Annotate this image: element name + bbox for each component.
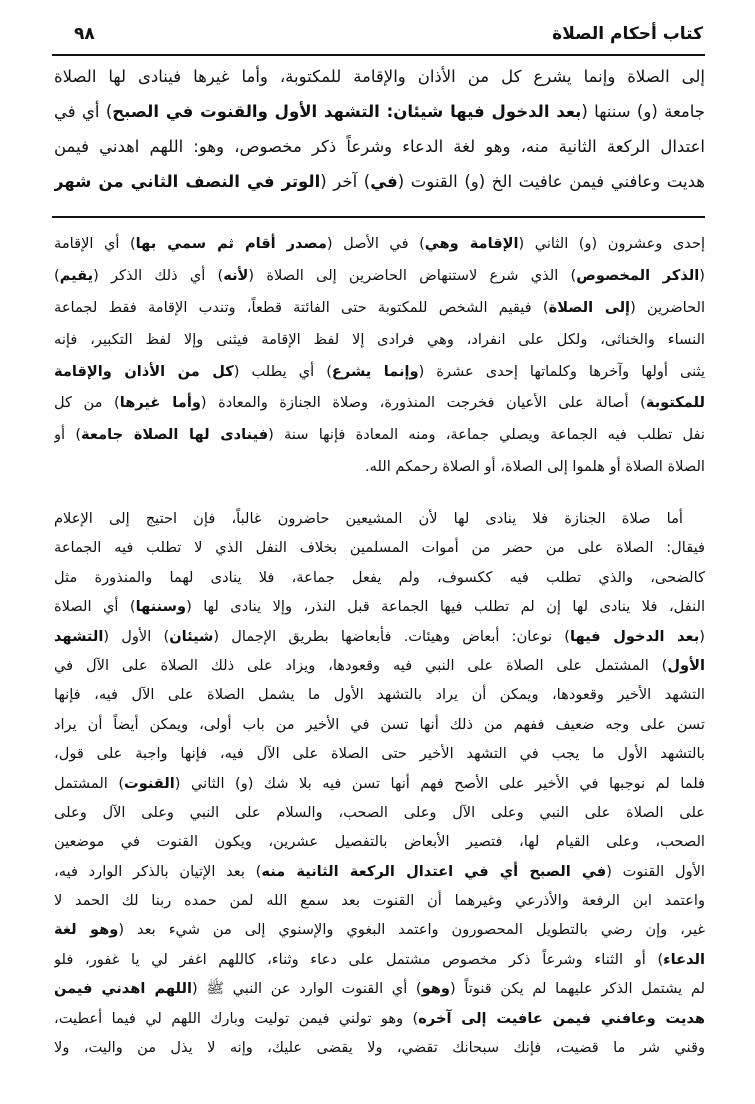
text-segment: ) أي القنوت الوارد عن النبي ﷺ ( — [191, 980, 422, 998]
text-segment: ) أي في — [54, 102, 113, 121]
text-line — [54, 324, 705, 356]
running-title: كتاب أحكام الصلاة — [552, 24, 703, 44]
bold-matn-text: وإنما يشرع — [331, 362, 419, 380]
bold-matn-text: للمكتوبة — [645, 394, 705, 412]
bold-matn-text: الأول — [667, 656, 705, 674]
bold-matn-text: مصدر أقام ثم سمي بها — [135, 235, 327, 252]
text-line — [54, 622, 705, 651]
text-line — [54, 164, 705, 199]
text-segment: إحدى وعشرون (و) الثاني ( — [518, 235, 705, 252]
text-segment: يثنى أولها وآخرها وكلماتها إحدى عشرة ( — [418, 362, 705, 380]
text-segment: كالضحى، والذي تطلب فيه ككسوف، ولم يفعل جماعة، فلا ينادى لهما والمنذورة مثل — [54, 568, 705, 586]
text-line — [54, 739, 705, 768]
text-line — [54, 129, 705, 164]
commentary-text — [54, 228, 705, 483]
text-line — [54, 356, 705, 388]
text-line — [54, 387, 705, 419]
text-segment: ) أي يطلب ( — [233, 362, 332, 380]
text-segment: الحاضرين ( — [630, 298, 705, 316]
text-line — [54, 651, 705, 680]
text-segment: ) أو الثناء وشرعاً ذكر مخصوص مشتمل على دعاء وثناء، كاللهم اغفر لي يا غفور، فلو — [54, 950, 664, 968]
text-line — [54, 974, 705, 1003]
bold-matn-text: في — [370, 172, 398, 191]
text-line — [54, 857, 705, 886]
text-segment: نفل تطلب فيه الجماعة ويصلي جماعة، ومنه المعادة فإنها سنة ( — [268, 426, 705, 444]
text-segment: ) الذي شرع لاستنهاض الحاضرين إلى الصلاة ( — [248, 266, 577, 284]
text-segment: غير، وإن رضي بالتطويل المحصورون واعتمد البغوي والإسنوي إلى من شيء بعد ( — [118, 921, 705, 939]
text-line — [54, 710, 705, 739]
text-segment: ) في الأصل ( — [326, 235, 425, 252]
bold-matn-text: يقيم — [59, 266, 94, 284]
text-line — [54, 1004, 705, 1033]
text-segment: ) آخر ( — [320, 172, 371, 191]
bold-matn-text: في الصبح أي في اعتدال الركعة الثانية منه — [261, 862, 607, 880]
bold-matn-text: اللهم اهدني فيمن — [54, 980, 192, 998]
text-segment: واعتمد ابن الرفعة والأذرعي وغيرهما أن القنوت بعد سمع الله لمن حمده ربنا لك الحمد لا — [54, 892, 705, 910]
text-line — [54, 827, 705, 856]
bold-matn-text: لأنه — [223, 266, 249, 284]
bold-matn-text: الذكر المخصوص — [576, 266, 700, 284]
text-segment: وقني شر ما قضيت، فإنك سبحانك تقضي، ولا يقضى عليك، وإنه لا يذل من واليت، ولا — [54, 1039, 705, 1057]
text-segment: اعتدال الركعة الثانية منه، وهو لغة الدعاء وشرعاً ذكر مخصوص، وهو: اللهم اهدني فيمن — [54, 137, 705, 156]
text-segment: لم يشتمل الذكر عليهما لم يكن قنوتاً ( — [449, 980, 705, 998]
text-segment: ( — [699, 627, 705, 645]
text-line — [54, 228, 705, 260]
text-segment: ) أي الصلاة — [54, 598, 136, 616]
text-line — [54, 59, 705, 94]
bold-matn-text: بعد الدخول فيها — [569, 627, 700, 645]
text-segment: على الصلاة على النبي وعلى الآل وعلى الصحب، والسلام على النبي وعلى الآل وعلى — [54, 803, 705, 821]
text-segment: الصلاة الصلاة أو هلموا إلى الصلاة، أو الصلاة رحمكم الله. — [364, 458, 705, 476]
text-line — [54, 419, 705, 451]
bold-matn-text: وهو — [421, 980, 450, 998]
text-segment: ) من كل — [54, 394, 120, 412]
text-segment: ) أو — [54, 426, 82, 444]
text-line — [54, 915, 705, 944]
bold-matn-text: القنوت — [124, 774, 175, 792]
text-segment: ) نوعان: أبعاض وهيئات. فأبعاضها بطريق الإجمال ( — [213, 627, 570, 645]
text-line — [54, 945, 705, 974]
text-line — [54, 769, 705, 798]
text-line — [54, 292, 705, 324]
bold-matn-text: وهو لغة — [54, 921, 119, 939]
text-segment: ) بعد الإتيان بالذكر الوارد فيه، — [54, 862, 262, 880]
text-segment: بالتشهد الأول ما يجب في التشهد الأخير حتى الصلاة على الآل فيه، فإنها واجبة على قول، — [54, 745, 705, 763]
text-segment: ) أي الإقامة — [54, 235, 136, 252]
header-rule — [52, 54, 705, 56]
text-segment: النساء والخناثى، ولكل على انفراد، وهي فرادى إلا لفظ الإقامة فيثنى وإلا لفظ التكبير، فإنه — [54, 330, 705, 348]
page-number: ٩٨ — [74, 24, 95, 44]
bold-matn-text: إلى الصلاة — [548, 298, 631, 316]
text-segment: فلما لم نوجبها في الأخير على الأصح فهم أنها تسن فيه بلا شك (و) الثاني ( — [174, 774, 705, 792]
text-segment: ) وهو تولني فيمن توليت وبارك اللهم لي فيما أعطيت، — [54, 1009, 419, 1027]
text-segment: فيقال: الصلاة على من حضر من أموات المسلمين بخلاف النفل الذي لا تطلب فيه الجماعة — [54, 539, 705, 557]
text-segment: الصحب، وعلى القيام لها، فتصير الأبعاض بالتفصيل عشرين، ويكون القنوت في موضعين — [54, 833, 705, 851]
footnote-separator — [52, 216, 705, 218]
text-line — [54, 1033, 705, 1062]
text-segment: ) أي ذلك الذكر ( — [93, 266, 224, 284]
text-line — [54, 451, 705, 483]
text-line — [54, 533, 705, 562]
bold-matn-text: التشهد — [54, 627, 104, 645]
bold-matn-text: وأما غيرها — [119, 394, 201, 412]
bold-matn-text: الإقامة وهي — [424, 235, 519, 252]
text-segment: ) المشتمل على الصلاة على النبي فيه وقعودها، ويزاد على ذلك الصلاة على الآل في — [54, 656, 668, 674]
text-segment: جامعة (و) سننها ( — [581, 102, 705, 121]
text-segment: ) فيقيم الشخص للمكتوبة حتى الفائتة قطعاً، وتندب الإقامة فقط لجماعة — [54, 298, 549, 316]
text-line — [54, 680, 705, 709]
text-line — [54, 563, 705, 592]
text-line — [54, 260, 705, 292]
text-line — [54, 798, 705, 827]
text-segment: ) أصالة على الأعيان فخرجت المنذورة، وصلاة الجنازة والمعادة ( — [200, 394, 646, 412]
main-text — [54, 59, 705, 199]
bold-matn-text: هديت وعافني فيمن عافيت إلى آخره — [418, 1009, 705, 1027]
bold-matn-text: فينادى لها الصلاة جامعة — [81, 426, 269, 444]
text-line — [54, 504, 705, 533]
bold-matn-text: الوتر في النصف الثاني من شهر — [54, 172, 321, 191]
commentary-paragraph — [54, 504, 705, 1062]
text-segment: أما صلاة الجنازة فلا ينادى لها لأن المشيعين حاضرون غالباً، فإن احتيج إلى الإعلام — [54, 510, 683, 527]
text-segment: تسن على وجه ضعيف ففهم من ذلك أنها تسن في الأخير من باب أولى، ويمكن أيضاً أن يراد — [54, 715, 705, 733]
text-segment: ) الأول ( — [103, 627, 170, 645]
text-segment: النفل، فلا ينادى لها إن لم تطلب فيها الجماعة قبل النذر، وإلا ينادى لها ( — [186, 598, 705, 616]
text-line — [54, 592, 705, 621]
text-segment: ) المشتمل — [54, 774, 125, 792]
text-line — [54, 886, 705, 915]
text-segment: التشهد الأخير وقعودها، ويمكن أن يراد بالتشهد الأول ما يشمل الصلاة على الآل فيه، فإنها — [54, 686, 705, 704]
text-segment: ) — [54, 266, 60, 284]
bold-matn-text: بعد الدخول فيها شيئان: التشهد الأول والقنوت في الصبح — [112, 102, 582, 121]
text-segment: هديت وعافني فيمن عافيت الخ (و) القنوت ( — [397, 172, 705, 191]
text-segment: ( — [699, 266, 705, 284]
bold-matn-text: الدعاء — [663, 950, 705, 968]
text-line — [54, 94, 705, 129]
text-segment: الأول القنوت ( — [606, 862, 705, 880]
bold-matn-text: كل من الأذان والإقامة — [54, 362, 234, 380]
bold-matn-text: وسننها — [135, 598, 187, 616]
text-segment: إلى الصلاة وإنما يشرع كل من الأذان والإقامة للمكتوبة، وأما غيرها فينادى لها الصلاة — [54, 67, 705, 86]
bold-matn-text: شيئان — [169, 627, 214, 645]
